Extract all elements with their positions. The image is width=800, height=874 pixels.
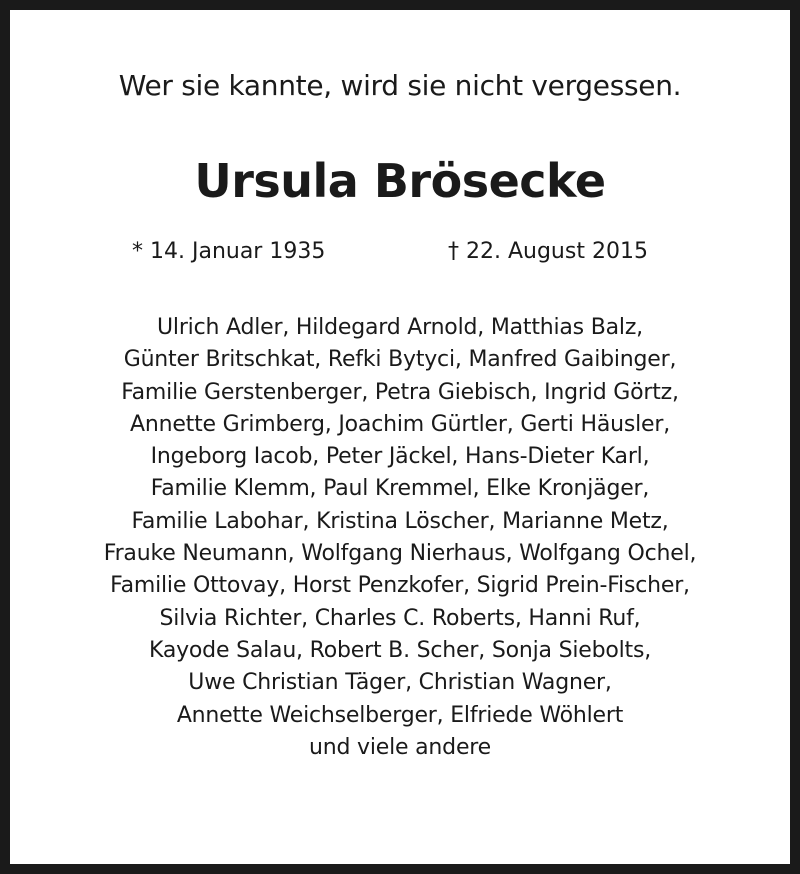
- life-dates: [10, 236, 790, 268]
- mourners-line: Ingeborg Iacob, Peter Jäckel, Hans-Dieter Karl,: [150, 444, 650, 470]
- mourners-line: Ulrich Adler, Hildegard Arnold, Matthias Balz,: [157, 315, 643, 340]
- motto-text: Wer sie kannte, wird sie nicht vergessen.: [118, 69, 682, 102]
- mourners-line: Annette Grimberg, Joachim Gürtler, Gerti Häusler,: [129, 411, 671, 437]
- mourners-line: Frauke Neumann, Wolfgang Nierhaus, Wolfgang Ochel,: [103, 541, 697, 567]
- mourners-line: Silvia Richter, Charles C. Roberts, Hanni Ruf,: [159, 605, 641, 631]
- birth-date: * 14. Januar 1935: [132, 239, 326, 264]
- mourners-line: Kayode Salau, Robert B. Scher, Sonja Siebolts,: [148, 637, 652, 663]
- mourners-line: Uwe Christian Täger, Christian Wagner,: [188, 670, 612, 696]
- mourners-line: Günter Britschkat, Refki Bytyci, Manfred Gaibinger,: [123, 347, 677, 373]
- closing-line: und viele andere: [309, 734, 491, 760]
- mourners-line: Familie Ottovay, Horst Penzkofer, Sigrid Prein-Fischer,: [110, 573, 690, 599]
- mourners-line: Familie Klemm, Paul Kremmel, Elke Kronjäger,: [150, 476, 650, 502]
- mourners-list: [10, 312, 790, 764]
- death-date: † 22. August 2015: [448, 239, 648, 264]
- mourners-line: Familie Gerstenberger, Petra Giebisch, Ingrid Görtz,: [121, 379, 679, 405]
- deceased-name: Ursula Brösecke: [194, 154, 606, 208]
- mourners-line: Familie Labohar, Kristina Löscher, Marianne Metz,: [131, 508, 669, 534]
- mourners-line: Annette Weichselberger, Elfriede Wöhlert: [176, 702, 624, 728]
